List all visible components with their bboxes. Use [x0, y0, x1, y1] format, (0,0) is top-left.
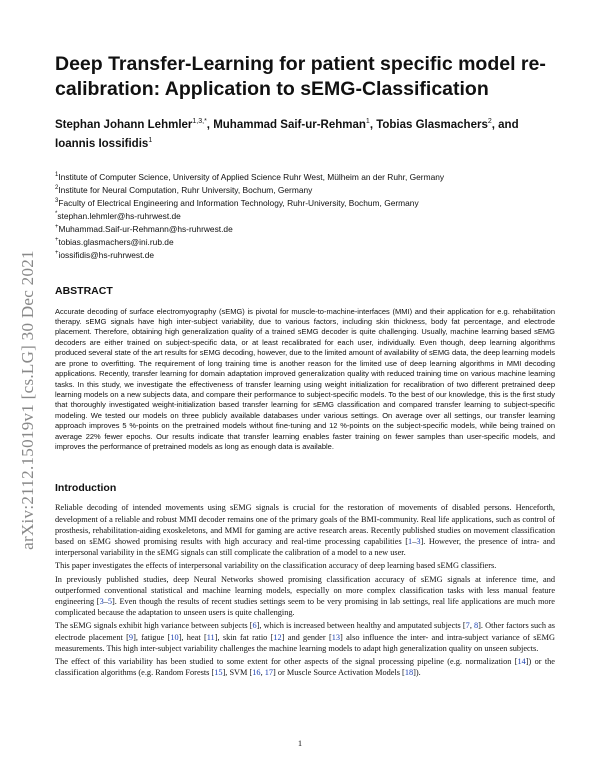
page-number: 1 — [297, 738, 303, 748]
abstract-heading: ABSTRACT — [55, 284, 113, 297]
citation-link[interactable]: 16 — [252, 668, 261, 678]
introduction-paragraph — [55, 574, 555, 619]
affiliation-text: iossifidis@hs-ruhrwest.de — [58, 249, 155, 260]
paragraph-text: ] also influence the inter- and intra-subject variance of sEMG measurements. This high inter-subject variability challenges the machine learning models to adapt high generalization quality on unseen subjects. — [55, 632, 555, 653]
author-name: Stephan Johann Lehmler — [55, 118, 193, 131]
affiliation-text: tobias.glasmachers@ini.rub.de — [58, 236, 174, 247]
paragraph-text: In previously published studies, deep Neural Networks showed promising classification accuracy of sEMG signals at inference time, and outperformed conventional statistical and machine learning models, especially on more complex classification tasks with less manual feature engineering [ — [55, 574, 555, 606]
citation-link[interactable]: 12 — [273, 632, 282, 642]
paragraph-text: ]. Other factors such as electrode placement [ — [55, 621, 555, 642]
affiliation-line — [55, 196, 555, 209]
author-separator: , and — [491, 118, 519, 131]
paragraph-text: ] and gender [ — [281, 632, 332, 642]
paragraph-text: ], which is increased between healthy and amputated subjects [ — [256, 621, 466, 631]
introduction-paragraph — [55, 560, 555, 571]
introduction-heading: Introduction — [55, 482, 117, 495]
paper-title: Deep Transfer-Learning for patient specific model re-calibration: Application to sEMG-Classification — [55, 53, 546, 100]
citation-link[interactable]: 1 — [408, 536, 413, 546]
paragraph-text: , — [260, 668, 265, 678]
author-name: Tobias Glasmachers — [376, 118, 488, 131]
paragraph-text: ], heat [ — [178, 632, 207, 642]
citation-link[interactable]: 11 — [206, 632, 215, 642]
affiliation-mark: + — [55, 223, 59, 230]
affiliation-text: stephan.lehmler@hs-ruhrwest.de — [57, 210, 181, 221]
paragraph-text: ] or Muscle Source Activation Models [ — [273, 668, 405, 678]
abstract-text: Accurate decoding of surface electromyography (sEMG) is pivotal for muscle-to-machine-interfaces (MMI) and their application for e.g. rehabilitation therapy. sEMG signals have high inter-subject variability, due to various factors, including skin thickness, body fat percentage, and electrode placement. Therefore, obtaining high generalization quality of a trained sEMG decoder is quite challenging. Usually, machine learning based sEMG decoders are either trained on subject-specific data, or at least recalibrated for each user, individually. Even though, deep learning algorithms produced several state of the art results for sEMG decoding, however, due to the limited amount of availability of sEMG data, the deep learning models are prone to overfitting. The requirement of long training time is another reason for the limited use of deep learning algorithms in MMI decoding applications. Recently, transfer learning for domain adaptation improved generalization quality with reduced training time on various machine learning tasks. In this study, we investigate the effectiveness of transfer learning using weight initialization for recalibration of two different pretrained deep learning models on a new subjects data, and compare their performance to subject-specific models. To the best of our knowledge, this is the first study that thoroughly investigated weight-initialization based transfer learning for sEMG classification and compared transfer learning to subject-specific modeling. We tested our models on three publicly available databases under various settings. On average over all settings, our transfer learning approach improves 5 %-points on the pretrained models without fine-tuning and 12 %-points on the subject-specific models, while being trained on average 22% fewer epochs. Our results indicate that transfer learning enables faster training on fewer samples than user-specific models, and improves the performance of pretrained models as long as enough data is available. — [55, 306, 555, 451]
arxiv-identifier: arXiv:2112.15019v1 [cs.LG] 30 Dec 2021 — [18, 250, 37, 550]
citation-link[interactable]: 13 — [331, 632, 341, 642]
affiliation-text: Institute of Computer Science, University of Applied Science Ruhr West, Mülheim an der Ruhr, Germany — [58, 171, 445, 182]
author-name: Muhammad Saif-ur-Rehman — [213, 118, 366, 131]
paragraph-text: This paper investigates the effects of interpersonal variability on the classification accuracy of deep learning based sEMG classifiers. — [55, 561, 497, 571]
author-affiliation-mark: 1 — [365, 118, 370, 125]
author-separator: , — [369, 118, 377, 131]
affiliation-line — [55, 248, 555, 261]
citation-link[interactable]: 9 — [128, 632, 134, 642]
citation-link[interactable]: 3 — [99, 596, 104, 606]
introduction-paragraph — [55, 620, 555, 654]
citation-link[interactable]: 3 — [416, 536, 421, 546]
introduction-paragraph — [55, 502, 555, 558]
affiliation-mark: * — [55, 210, 58, 217]
author-list — [55, 114, 555, 152]
affiliation-line — [55, 170, 555, 183]
citation-link[interactable]: 8 — [474, 621, 479, 631]
citation-link[interactable]: 14 — [517, 656, 526, 666]
author-affiliation-mark: 1,3,* — [192, 118, 207, 125]
paragraph-text: ], SVM [ — [222, 668, 253, 678]
affiliation-line — [55, 235, 555, 248]
affiliation-line — [55, 183, 555, 196]
introduction-body — [55, 502, 555, 678]
affiliation-line — [55, 209, 555, 222]
citation-link[interactable]: 17 — [264, 668, 274, 678]
affiliation-text: Faculty of Electrical Engineering and Information Technology, Ruhr-University, Bochum, Germany — [58, 197, 419, 208]
affiliation-mark: + — [55, 236, 59, 243]
affiliation-text: Institute for Neural Computation, Ruhr University, Bochum, Germany — [58, 184, 313, 195]
introduction-paragraph — [55, 656, 555, 678]
paragraph-text: The sEMG signals exhibit high variance between subjects [ — [55, 621, 253, 631]
citation-link[interactable]: 7 — [465, 621, 470, 631]
affiliation-line — [55, 222, 555, 235]
affiliation-mark: 2 — [55, 184, 59, 191]
citation-link[interactable]: 15 — [214, 668, 223, 678]
citation-link[interactable]: 6 — [252, 621, 257, 631]
citation-link[interactable]: 10 — [170, 632, 179, 642]
paper-content — [55, 52, 555, 680]
paragraph-text: ], fatigue [ — [133, 632, 171, 642]
affiliation-mark: 1 — [55, 171, 59, 178]
paragraph-text: The effect of this variability has been studied to some extent for other aspects of the signal processing pipeline (e.g. normalization [ — [55, 656, 518, 666]
paragraph-text: , — [469, 621, 474, 631]
arxiv-sidebar — [8, 200, 48, 600]
citation-link[interactable]: 18 — [404, 668, 414, 678]
affiliation-mark: 3 — [55, 197, 59, 204]
paragraph-text: ]). — [413, 668, 421, 678]
paragraph-text: – — [412, 536, 417, 546]
affiliation-text: Muhammad.Saif-ur-Rehmann@hs-ruhrwest.de — [58, 223, 233, 234]
paragraph-text: ]. Even though the results of recent studies settings seem to be very promising in lab settings, real life applications are much more complicated because the adaptation to unseen users is quite challenging. — [55, 596, 555, 618]
paragraph-text: Reliable decoding of intended movements using sEMG signals is crucial for the restoration of movements of disabled persons. Henceforth, development of a reliable and robust MMI decoder remains one of the primary goals of the BMI-community. Real life applications, such as control of prosthesis, rehabilitation-aiding exoskeletons, and MMI for gaming are active research areas. Recently published studies on movement classification based on sEMG showed promising results with high accuracy and real-time processing capabilities [ — [55, 503, 555, 546]
author-separator: , — [206, 118, 214, 131]
paragraph-text: ], skin fat ratio [ — [214, 632, 274, 642]
author-affiliation-mark: 2 — [487, 118, 492, 125]
paragraph-text: ]) or the classification algorithms (e.g. Random Forests [ — [55, 656, 555, 678]
paragraph-text: ]. However, the presence of intra- and interpersonal variability in the sEMG signals can still complicate the calibration of a model to a new user. — [55, 536, 556, 558]
affiliation-mark: + — [55, 249, 59, 256]
paragraph-text: – — [103, 596, 108, 606]
affiliation-list — [55, 170, 555, 261]
author-name: Ioannis Iossifidis — [55, 137, 149, 150]
author-affiliation-mark: 1 — [148, 136, 153, 144]
citation-link[interactable]: 5 — [107, 596, 113, 606]
